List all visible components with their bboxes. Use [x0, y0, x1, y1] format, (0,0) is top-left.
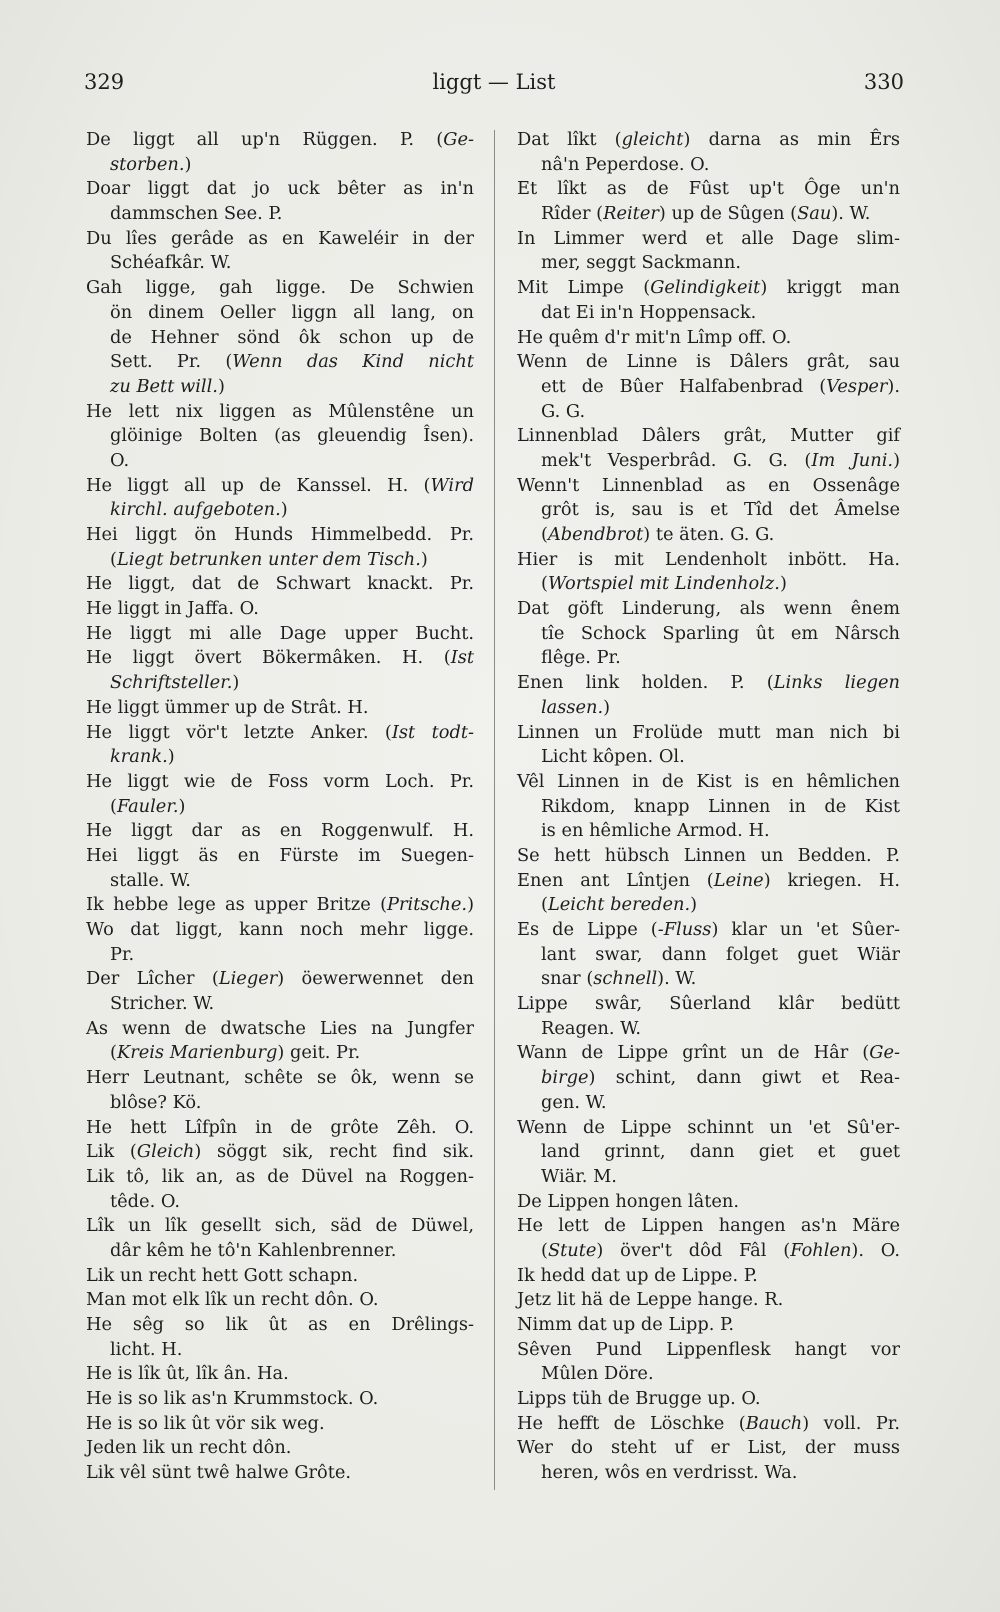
italic-gloss: Leicht bereden. — [547, 894, 691, 916]
text-segment: ) — [178, 795, 186, 817]
text-segment: Linnen un Frolüde mutt man nich bi — [517, 721, 900, 743]
text-line — [517, 498, 900, 523]
text-segment: Herr Leutnant, schête se ôk, wenn se — [86, 1067, 474, 1089]
text-segment: Wer do steht uf er List, der muss — [517, 1437, 900, 1459]
text-line — [517, 721, 900, 746]
italic-gloss: birge — [541, 1067, 589, 1089]
text-segment: Se hett hübsch Linnen un Bedden. P. — [517, 844, 900, 866]
text-line — [86, 548, 474, 573]
text-segment: dammschen See. P. — [110, 203, 283, 225]
text-segment: ) — [690, 894, 698, 916]
text-line — [517, 819, 900, 844]
text-segment: Wenn de Linne is Dâlers grât, sau — [517, 351, 900, 373]
text-line — [86, 1066, 474, 1091]
text-line — [86, 449, 474, 474]
text-line — [86, 375, 474, 400]
italic-gloss: gleicht — [621, 129, 684, 150]
text-segment: ) — [467, 894, 474, 916]
text-line — [86, 770, 474, 795]
text-segment: He is so lik as'n Krummstock. O. — [86, 1388, 379, 1410]
text-segment: Der Lîcher ( — [86, 968, 219, 990]
text-segment: ) up de Sûgen ( — [658, 203, 798, 225]
text-line — [517, 375, 900, 400]
text-segment: Et lîkt as de Fûst up't Ôge un'n — [517, 178, 900, 200]
text-line — [86, 819, 474, 844]
text-line — [86, 671, 474, 696]
text-segment: heren, wôs en verdrisst. Wa. — [541, 1462, 798, 1484]
italic-gloss: Wird — [430, 474, 474, 496]
text-line — [86, 276, 474, 301]
text-segment: Lipps tüh de Brugge up. O. — [517, 1388, 761, 1410]
italic-gloss: Wortspiel mit Lindenholz. — [547, 573, 780, 595]
text-line — [517, 1387, 900, 1412]
italic-gloss: Sau — [797, 203, 832, 225]
italic-gloss: Pritsche. — [387, 894, 468, 916]
text-segment: Enen link holden. P. ( — [517, 672, 774, 694]
text-line — [517, 1288, 900, 1313]
text-segment: He liggt vör't letzte Anker. ( — [86, 721, 392, 743]
italic-gloss: Kreis Marienburg — [116, 1042, 278, 1064]
text-line — [86, 498, 474, 523]
text-line — [86, 1239, 474, 1264]
text-segment: mer, seggt Sackmann. — [541, 252, 741, 274]
text-segment: Ik hebbe lege as upper Britze ( — [86, 894, 388, 916]
text-segment: Licht kôpen. Ol. — [541, 746, 685, 768]
text-segment: Hier is mit Lendenholt inbött. Ha. — [517, 548, 900, 570]
text-line — [86, 227, 474, 252]
text-line — [517, 153, 900, 178]
text-segment: mek't Vesperbrâd. G. G. ( — [541, 449, 812, 471]
text-segment: ( — [541, 573, 548, 595]
text-line — [517, 1436, 900, 1461]
italic-gloss: Wenn das Kind nicht — [232, 351, 474, 373]
text-segment: glöinige Bolten (as gleuendig Îsen). — [110, 425, 474, 447]
text-line — [517, 276, 900, 301]
text-segment: ). W. — [657, 968, 697, 990]
text-segment: G. G. — [541, 400, 586, 422]
text-line — [86, 1140, 474, 1165]
text-line — [86, 523, 474, 548]
text-line — [517, 1461, 900, 1486]
text-segment: Reagen. W. — [541, 1017, 641, 1039]
text-segment: ) kriggt man — [760, 277, 900, 299]
text-segment: flêge. Pr. — [541, 647, 621, 669]
text-segment: ( — [110, 795, 117, 817]
text-segment: ) — [603, 696, 611, 718]
text-line — [517, 1017, 900, 1042]
italic-gloss: Gleich — [136, 1141, 195, 1163]
text-line — [517, 1140, 900, 1165]
italic-gloss: Fauler. — [116, 795, 179, 817]
text-segment: Rîder ( — [541, 203, 604, 225]
text-line — [86, 869, 474, 894]
text-line — [517, 400, 900, 425]
text-segment: Man mot elk lîk un recht dôn. O. — [86, 1289, 379, 1311]
text-segment: nâ'n Peperdose. O. — [541, 153, 710, 175]
text-segment: ön dinem Oeller liggn all lang, on — [110, 301, 474, 323]
italic-gloss: Ge- — [443, 129, 474, 150]
text-segment: Wenn de Lippe schinnt un 'et Sû'er- — [517, 1116, 900, 1138]
italic-gloss: Bauch — [745, 1412, 803, 1434]
text-line — [517, 1313, 900, 1338]
text-line — [517, 1412, 900, 1437]
text-segment: Schéafkâr. W. — [110, 252, 232, 274]
text-line — [86, 1338, 474, 1363]
text-segment: Lik vêl sünt twê halwe Grôte. — [86, 1462, 352, 1484]
running-head: liggt — List — [432, 70, 556, 94]
page-header — [84, 70, 904, 104]
text-line — [517, 449, 900, 474]
text-segment: ( — [541, 524, 548, 545]
text-line — [86, 474, 474, 499]
text-line — [517, 795, 900, 820]
text-segment: ) — [184, 153, 192, 175]
italic-gloss: Ge- — [869, 1042, 900, 1064]
text-segment: ) — [420, 548, 428, 570]
text-line — [86, 745, 474, 770]
text-segment: Mit Limpe ( — [517, 277, 651, 299]
text-segment: He liggt in Jaffa. O. — [86, 598, 259, 620]
text-segment: Linnenblad Dâlers grât, Mutter gif — [517, 425, 900, 447]
text-line — [517, 177, 900, 202]
text-line — [517, 893, 900, 918]
text-line — [517, 523, 900, 548]
text-segment: Mûlen Döre. — [541, 1363, 654, 1385]
text-line — [86, 967, 474, 992]
text-line — [517, 572, 900, 597]
text-segment: Lik ( — [86, 1141, 137, 1163]
text-segment: Sêven Pund Lippenflesk hangt vor — [517, 1338, 900, 1360]
text-line — [517, 128, 900, 153]
text-line — [86, 1091, 474, 1116]
text-segment: Hei liggt ön Hunds Himmelbedd. Pr. — [86, 524, 474, 545]
text-line — [86, 202, 474, 227]
text-line — [86, 696, 474, 721]
text-segment: De Lippen hongen lâten. — [517, 1190, 739, 1212]
italic-gloss: Links liegen — [773, 672, 900, 694]
text-segment: ) — [217, 375, 225, 397]
text-line — [517, 745, 900, 770]
text-segment: dâr kêm he tô'n Kahlenbrenner. — [110, 1239, 397, 1261]
text-line — [517, 424, 900, 449]
text-line — [86, 1017, 474, 1042]
italic-gloss: lassen. — [541, 696, 604, 718]
text-line — [86, 326, 474, 351]
text-segment: tîe Schock Sparling ût em Nârsch — [541, 622, 900, 644]
text-line — [86, 128, 474, 153]
text-segment: ( — [541, 894, 548, 916]
text-segment: ) — [232, 672, 240, 694]
italic-gloss: Gelindigkeit — [650, 277, 761, 299]
text-segment: De liggt all up'n Rüggen. P. ( — [86, 129, 444, 150]
text-line — [517, 350, 900, 375]
text-segment: de Hehner sönd ôk schon up de — [110, 326, 474, 348]
text-segment: ett de Bûer Halfabenbrad ( — [541, 375, 827, 397]
text-segment: He hefft de Löschke ( — [517, 1412, 746, 1434]
text-line — [517, 202, 900, 227]
text-line — [517, 548, 900, 573]
italic-gloss: schnell — [593, 968, 658, 990]
text-segment: Doar liggt dat jo uck bêter as in'n — [86, 178, 474, 200]
text-line — [86, 1041, 474, 1066]
text-line — [517, 1239, 900, 1264]
text-line — [86, 572, 474, 597]
text-segment: Dat lîkt ( — [517, 129, 622, 150]
text-line — [86, 1412, 474, 1437]
italic-gloss: storben. — [110, 153, 185, 175]
text-segment: Jetz lit hä de Leppe hange. R. — [517, 1289, 784, 1311]
text-line — [517, 1041, 900, 1066]
text-line — [517, 992, 900, 1017]
italic-gloss: Ist — [450, 647, 474, 669]
text-segment: Lîk un lîk gesellt sich, säd de Düwel, — [86, 1215, 474, 1237]
text-line — [517, 844, 900, 869]
text-segment: He liggt all up de Kanssel. H. ( — [86, 474, 431, 496]
text-line — [86, 1165, 474, 1190]
text-line — [86, 943, 474, 968]
text-segment: ( — [110, 548, 117, 570]
page-number-left: 329 — [84, 70, 125, 94]
italic-gloss: zu Bett will. — [110, 375, 218, 397]
text-segment: Wenn't Linnenblad as en Ossenâge — [517, 474, 900, 496]
text-segment: Nimm dat up de Lipp. P. — [517, 1314, 735, 1335]
text-segment: ) kriegen. H. — [763, 869, 900, 891]
text-segment: land grinnt, dann giet et guet — [541, 1141, 900, 1163]
text-segment: ) — [280, 499, 288, 521]
text-line — [86, 1461, 474, 1486]
column-divider — [494, 130, 495, 1490]
text-segment: ) — [779, 573, 787, 595]
text-segment: stalle. W. — [110, 869, 191, 891]
italic-gloss: krank. — [110, 746, 168, 768]
text-segment: ) voll. Pr. — [802, 1412, 900, 1434]
text-line — [517, 1165, 900, 1190]
text-line — [86, 1387, 474, 1412]
text-segment: ) — [167, 746, 175, 768]
text-line — [86, 1436, 474, 1461]
text-line — [86, 301, 474, 326]
text-segment: lant swar, dann folget guet Wiär — [541, 943, 900, 965]
text-line — [86, 424, 474, 449]
text-line — [517, 301, 900, 326]
text-segment: ). — [887, 375, 900, 397]
text-segment: ) öewerwennet den — [277, 968, 474, 990]
text-segment: dat Ei in'n Hoppensack. — [541, 301, 757, 323]
text-segment: ) darna as min Êrs — [683, 129, 900, 150]
page-number-right: 330 — [863, 70, 904, 94]
text-segment: ) te äten. G. G. — [643, 524, 775, 545]
text-segment: snar ( — [541, 968, 594, 990]
text-line — [86, 350, 474, 375]
text-line — [517, 1214, 900, 1239]
text-segment: ). W. — [831, 203, 871, 225]
text-line — [86, 400, 474, 425]
text-segment: Lik un recht hett Gott schapn. — [86, 1264, 359, 1286]
text-line — [86, 844, 474, 869]
italic-gloss: Liegt betrunken unter dem Tisch. — [116, 548, 421, 570]
text-line — [86, 1214, 474, 1239]
text-segment: ( — [110, 1042, 117, 1064]
italic-gloss: Fohlen — [790, 1239, 852, 1261]
text-segment: ) över't dôd Fâl ( — [596, 1239, 791, 1261]
text-line — [517, 1091, 900, 1116]
italic-gloss: Ist todt- — [391, 721, 474, 743]
text-line — [86, 918, 474, 943]
text-segment: He liggt övert Bökermâken. H. ( — [86, 647, 451, 669]
text-segment: têde. O. — [110, 1190, 181, 1212]
text-line — [517, 1362, 900, 1387]
text-segment: Wo dat liggt, kann noch mehr ligge. — [86, 919, 474, 940]
text-segment: ) — [893, 449, 900, 471]
text-segment: is en hêmliche Armod. H. — [541, 820, 770, 842]
text-segment: He liggt wie de Foss vorm Loch. Pr. — [86, 770, 474, 792]
text-segment: Gah ligge, gah ligge. De Schwien — [86, 277, 474, 299]
text-segment: Ik hedd dat up de Lippe. P. — [517, 1264, 758, 1286]
text-line — [517, 1338, 900, 1363]
text-line — [517, 671, 900, 696]
italic-gloss: Reiter — [603, 203, 659, 225]
text-segment: gen. W. — [541, 1091, 607, 1113]
text-line — [517, 474, 900, 499]
text-segment: Hei liggt äs en Fürste im Suegen- — [86, 844, 474, 866]
text-segment: In Limmer werd et alle Dage slim- — [517, 227, 900, 249]
text-line — [86, 1116, 474, 1141]
text-segment: ) söggt sik, recht find sik. — [194, 1141, 474, 1163]
text-line — [517, 1190, 900, 1215]
text-line — [517, 770, 900, 795]
italic-gloss: Leine — [713, 869, 764, 891]
left-column — [86, 128, 474, 1486]
text-segment: He hett Lîfpîn in de grôte Zêh. O. — [86, 1116, 474, 1138]
text-segment: ) klar un 'et Sûer- — [711, 919, 901, 940]
text-line — [517, 1264, 900, 1289]
text-segment: Lippe swâr, Sûerland klâr bedütt — [517, 993, 900, 1015]
text-line — [86, 795, 474, 820]
text-segment: grôt is, sau is et Tîd det Âmelse — [541, 499, 900, 521]
text-segment: He lett nix liggen as Mûlenstêne un — [86, 400, 474, 422]
text-line — [86, 1288, 474, 1313]
text-line — [517, 622, 900, 647]
text-line — [517, 227, 900, 252]
text-line — [86, 1190, 474, 1215]
text-segment: He liggt ümmer up de Strât. H. — [86, 696, 369, 718]
text-segment: O. — [110, 449, 130, 471]
text-line — [517, 597, 900, 622]
italic-gloss: Lieger — [218, 968, 278, 990]
text-segment: ( — [541, 1239, 548, 1261]
text-segment: As wenn de dwatsche Lies na Jungfer — [86, 1017, 474, 1039]
text-segment: Wiär. M. — [541, 1165, 617, 1187]
text-segment: He is lîk ût, lîk ân. Ha. — [86, 1363, 289, 1385]
text-line — [517, 696, 900, 721]
text-line — [517, 869, 900, 894]
text-segment: Stricher. W. — [110, 993, 215, 1015]
text-segment: Sett. Pr. ( — [110, 351, 233, 373]
text-segment: Enen ant Lîntjen ( — [517, 869, 714, 891]
text-segment: He liggt mi alle Dage upper Bucht. — [86, 622, 474, 644]
text-segment: blôse? Kö. — [110, 1091, 202, 1113]
text-line — [517, 251, 900, 276]
text-line — [517, 943, 900, 968]
text-segment: Es de Lippe ( — [517, 919, 658, 940]
text-line — [517, 326, 900, 351]
text-line — [517, 918, 900, 943]
text-segment: Pr. — [110, 943, 135, 965]
text-segment: ). O. — [851, 1239, 900, 1261]
text-line — [86, 153, 474, 178]
text-segment: He quêm d'r mit'n Lîmp off. O. — [517, 326, 792, 348]
text-segment: Lik tô, lik an, as de Düvel na Roggen- — [86, 1165, 474, 1187]
italic-gloss: Abendbrot — [547, 524, 644, 545]
text-line — [86, 1313, 474, 1338]
text-segment: licht. H. — [110, 1338, 183, 1360]
text-line — [86, 721, 474, 746]
text-segment: Du lîes gerâde as en Kaweléir in der — [86, 227, 474, 249]
text-line — [517, 967, 900, 992]
text-line — [86, 251, 474, 276]
text-line — [86, 177, 474, 202]
text-segment: Wann de Lippe grînt un de Hâr ( — [517, 1042, 870, 1064]
text-line — [86, 622, 474, 647]
text-line — [517, 1116, 900, 1141]
text-segment: Dat göft Linderung, als wenn ênem — [517, 598, 900, 620]
text-segment: Vêl Linnen in de Kist is en hêmlichen — [517, 770, 900, 792]
text-line — [86, 893, 474, 918]
italic-gloss: Vesper — [826, 375, 888, 397]
text-segment: He liggt dar as en Roggenwulf. H. — [86, 820, 474, 842]
italic-gloss: Stute — [547, 1239, 597, 1261]
italic-gloss: Schriftsteller. — [110, 672, 233, 694]
text-line — [86, 646, 474, 671]
italic-gloss: Im Juni. — [811, 449, 894, 471]
text-segment: Rikdom, knapp Linnen in de Kist — [541, 795, 900, 817]
text-line — [86, 1264, 474, 1289]
text-line — [86, 597, 474, 622]
text-line — [86, 992, 474, 1017]
italic-gloss: kirchl. aufgeboten. — [110, 499, 281, 521]
text-segment: ) schint, dann giwt et Rea- — [588, 1067, 900, 1089]
text-line — [517, 646, 900, 671]
text-segment: Jeden lik un recht dôn. — [86, 1437, 292, 1459]
right-column — [517, 128, 900, 1486]
text-line — [86, 1362, 474, 1387]
text-segment: He liggt, dat de Schwart knackt. Pr. — [86, 573, 474, 595]
text-segment: He lett de Lippen hangen as'n Märe — [517, 1215, 900, 1237]
text-segment: ) geit. Pr. — [277, 1042, 361, 1064]
italic-gloss: -Fluss — [657, 919, 712, 940]
text-segment: He sêg so lik ût as en Drêlings- — [86, 1314, 474, 1335]
text-segment: He is so lik ût vör sik weg. — [86, 1412, 325, 1434]
text-line — [517, 1066, 900, 1091]
